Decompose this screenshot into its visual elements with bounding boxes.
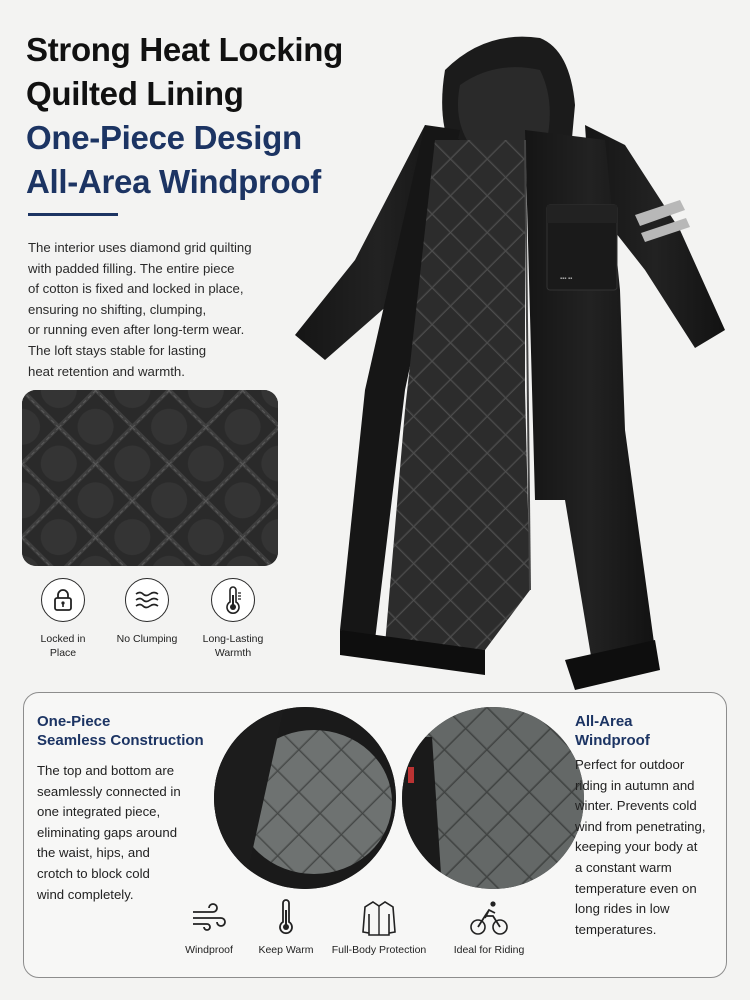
intro-line: The interior uses diamond grid quilting bbox=[28, 240, 252, 255]
feature-no-clumping bbox=[108, 578, 186, 646]
left-text: The top and bottom are seamlessly connected in one integrated piece, eliminating gaps around the waist, hips, and crotch to block cold wind completely. bbox=[37, 763, 181, 902]
intro-line: ensuring no shifting, clumping, bbox=[28, 301, 207, 317]
hero-line-3: One-Piece Design bbox=[26, 119, 302, 156]
feature-label: Long-Lasting Warmth bbox=[202, 633, 264, 659]
feature-label: Locked in Place bbox=[40, 633, 86, 659]
title-underline bbox=[28, 213, 118, 216]
top-features bbox=[22, 578, 282, 658]
intro-line: with padded filling. The entire piece bbox=[28, 260, 235, 276]
feature-riding bbox=[434, 898, 544, 956]
wind-icon bbox=[189, 898, 229, 938]
thermometer-icon bbox=[266, 898, 306, 938]
quilting-closeup-image bbox=[22, 390, 278, 566]
feature-label: Ideal for Riding bbox=[453, 944, 525, 956]
intro-text bbox=[28, 238, 273, 382]
thermometer-icon bbox=[211, 578, 255, 622]
lock-icon bbox=[41, 578, 85, 622]
hero-line-2: Quilted Lining bbox=[26, 75, 244, 112]
intro-line: or running even after long-term wear. bbox=[28, 322, 245, 338]
hero-line-4: All-Area Windproof bbox=[26, 163, 321, 200]
jacket-icon bbox=[359, 898, 399, 938]
intro-line: The loft stays stable for lasting bbox=[28, 342, 207, 358]
hero-line-1: Strong Heat Locking bbox=[26, 31, 343, 68]
intro-line: heat retention and warmth. bbox=[28, 363, 185, 379]
feature-label: Full-Body Protection bbox=[331, 944, 427, 956]
bottom-features bbox=[174, 898, 574, 968]
intro-line: of cotton is fixed and locked in place, bbox=[28, 281, 244, 297]
sleeve-lining-closeup bbox=[402, 707, 584, 889]
waves-icon bbox=[125, 578, 169, 622]
right-heading: All-Area Windproof bbox=[575, 713, 650, 749]
cyclist-icon bbox=[469, 898, 509, 938]
svg-text:▪▪▪ ▪▪: ▪▪▪ ▪▪ bbox=[560, 276, 573, 282]
feature-label: Keep Warm bbox=[258, 944, 314, 956]
right-text: Perfect for outdoor riding in autumn and winter. Prevents cold wind from penetrating, keeping your body at a constant warm temperature even on long rides in low temperatures. bbox=[575, 757, 706, 937]
construction-panel bbox=[23, 692, 727, 978]
waist-lining-closeup bbox=[214, 707, 396, 889]
left-heading: One-Piece Seamless Construction bbox=[37, 713, 204, 749]
jumpsuit-product-image bbox=[285, 30, 735, 690]
feature-full-body bbox=[324, 898, 434, 956]
feature-long-lasting bbox=[194, 578, 272, 660]
feature-label: No Clumping bbox=[116, 633, 178, 645]
feature-label: Windproof bbox=[185, 944, 233, 956]
feature-locked bbox=[24, 578, 102, 660]
